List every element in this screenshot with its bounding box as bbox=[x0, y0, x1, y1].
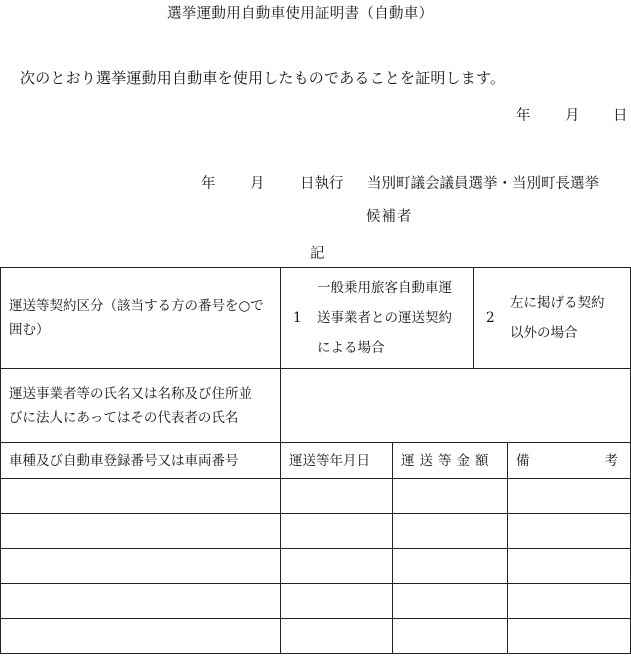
vehicle-header: 車種及び自動車登録番号又は車両番号 bbox=[1, 443, 281, 479]
ki-label: 記 bbox=[310, 246, 325, 262]
option-1-number: 1 bbox=[293, 310, 302, 326]
contract-option-2[interactable] bbox=[474, 268, 631, 369]
date-cell[interactable] bbox=[281, 479, 393, 514]
date-cell[interactable] bbox=[281, 549, 393, 584]
amount-cell[interactable] bbox=[393, 549, 508, 584]
date-cell[interactable] bbox=[281, 584, 393, 619]
election-year: 年 bbox=[201, 176, 216, 192]
document-title: 選挙運動用自動車使用証明書（自動車） bbox=[167, 6, 434, 22]
remarks-cell[interactable] bbox=[508, 619, 631, 654]
amount-cell[interactable] bbox=[393, 479, 508, 514]
table-row bbox=[1, 584, 631, 619]
vehicle-cell[interactable] bbox=[1, 514, 281, 549]
amount-header: 運送等金額 bbox=[393, 443, 508, 479]
contract-option-1[interactable] bbox=[281, 268, 474, 369]
option-2-number: 2 bbox=[486, 310, 495, 326]
date-cell[interactable] bbox=[281, 619, 393, 654]
election-name: 当別町議会議員選挙・当別町長選挙 bbox=[367, 176, 599, 192]
remarks-cell[interactable] bbox=[508, 514, 631, 549]
remarks-cell[interactable] bbox=[508, 549, 631, 584]
table-row bbox=[1, 479, 631, 514]
election-day-exec: 日執行 bbox=[300, 176, 344, 192]
operator-row bbox=[1, 369, 631, 443]
table-row bbox=[1, 619, 631, 654]
date-day: 日 bbox=[613, 108, 628, 124]
certification-date bbox=[0, 104, 631, 124]
candidate-label: 候補者 bbox=[366, 209, 413, 225]
option-1-text: 一般乗用旅客自動車運 送事業者との運送契約 による場合 bbox=[317, 280, 452, 356]
operator-value-field[interactable] bbox=[281, 369, 631, 443]
amount-cell[interactable] bbox=[393, 619, 508, 654]
date-month: 月 bbox=[565, 108, 580, 124]
option-2-text: 左に掲げる契約 以外の場合 bbox=[510, 295, 605, 341]
election-month: 月 bbox=[250, 176, 265, 192]
contract-type-label: 運送等契約区分（該当する方の番号を○で囲む） bbox=[1, 268, 281, 369]
remarks-cell[interactable] bbox=[508, 584, 631, 619]
amount-cell[interactable] bbox=[393, 514, 508, 549]
table-row bbox=[1, 514, 631, 549]
vehicle-cell[interactable] bbox=[1, 584, 281, 619]
header-row bbox=[1, 443, 631, 479]
remarks-cell[interactable] bbox=[508, 479, 631, 514]
vehicle-cell[interactable] bbox=[1, 619, 281, 654]
vehicle-cell[interactable] bbox=[1, 549, 281, 584]
date-header: 運送等年月日 bbox=[281, 443, 393, 479]
amount-cell[interactable] bbox=[393, 584, 508, 619]
date-year: 年 bbox=[516, 108, 531, 124]
vehicle-cell[interactable] bbox=[1, 479, 281, 514]
certification-statement: 次のとおり選挙運動用自動車を使用したものであることを証明します。 bbox=[20, 69, 506, 87]
vehicle-usage-table bbox=[0, 267, 631, 654]
remarks-header: 備 考 bbox=[508, 443, 631, 479]
election-line bbox=[0, 172, 631, 194]
operator-label: 運送事業者等の氏名又は名称及び住所並 びに法人にあってはその代表者の氏名 bbox=[1, 369, 281, 443]
date-cell[interactable] bbox=[281, 514, 393, 549]
contract-type-row bbox=[1, 268, 631, 369]
table-row bbox=[1, 549, 631, 584]
